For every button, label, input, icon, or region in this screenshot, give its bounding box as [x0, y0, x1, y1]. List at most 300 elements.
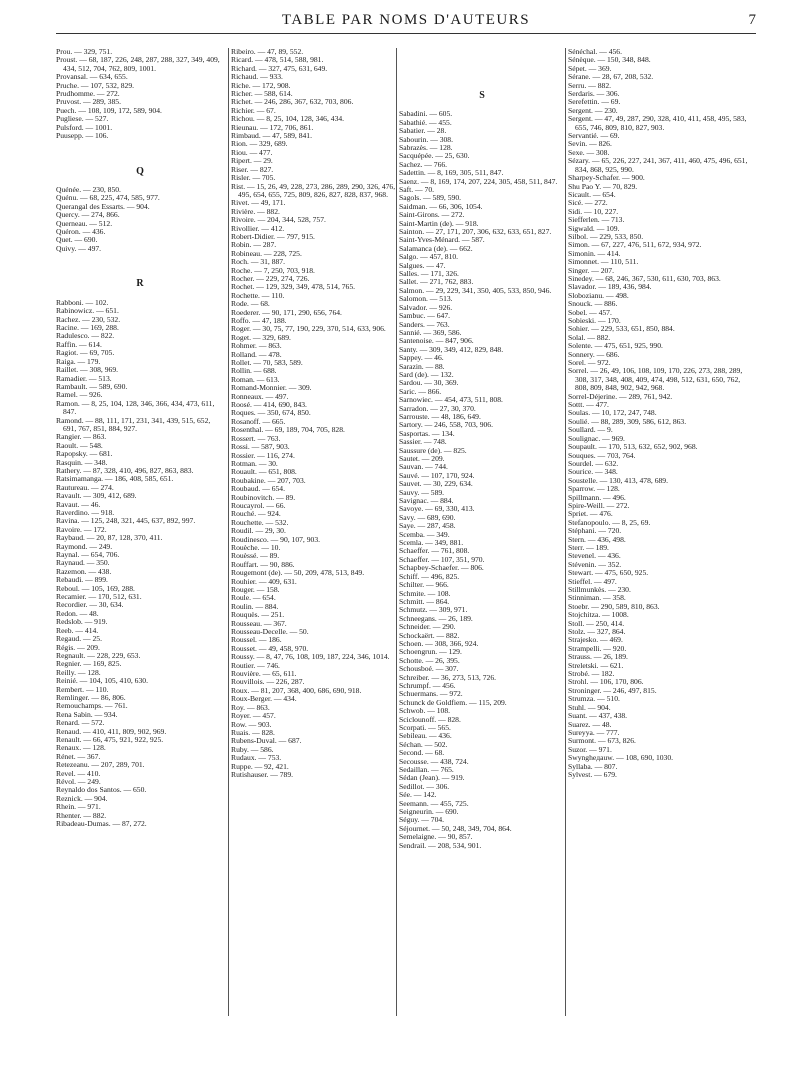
index-entry: Sauvé. — 107, 170, 924.: [399, 470, 475, 480]
index-entry: Schunck de Goldfiem. — 115, 209.: [399, 697, 507, 707]
index-entry: Sabourin. — 308.: [399, 134, 453, 144]
index-entry: Rivoire. — 204, 344, 528, 757.: [231, 215, 326, 225]
index-entry: Rouché. — 924.: [231, 509, 281, 519]
index-entry: Rossi. — 587, 903.: [231, 442, 290, 452]
index-entry: Stillmunkès. — 230.: [568, 585, 631, 594]
index-entry: Séjournet. — 50, 248, 349, 704, 864.: [399, 823, 512, 833]
index-entry: Sorrel-Déjerine. — 289, 761, 942.: [568, 391, 673, 401]
index-entry: Schmutz. — 309, 971.: [399, 605, 468, 615]
index-entry: Seigneurin. — 690.: [399, 807, 459, 817]
index-entry: Stévenin. — 352.: [568, 559, 622, 569]
index-entry: Sauvy. — 589.: [399, 487, 445, 497]
index-entry: Sappey. — 46.: [399, 353, 444, 363]
index-entry: Rohmer. — 863.: [231, 341, 282, 351]
index-entry: Reeb. — 414.: [56, 625, 99, 635]
index-entry: Streletski. — 621.: [568, 660, 624, 670]
index-entry: Querneau. — 512.: [56, 218, 113, 228]
index-entry: Sigwald. — 109.: [568, 223, 620, 233]
index-entry: Richier. — 67.: [231, 105, 276, 115]
index-entry: Sannié. — 369, 586.: [399, 327, 462, 337]
index-entry: Schaeffer. — 761, 808.: [399, 546, 470, 556]
index-entry: Pugliese. — 527.: [56, 114, 109, 124]
index-entry: Rivollier. — 412.: [231, 223, 285, 233]
index-entry: Slavador. — 189, 436, 984.: [568, 282, 652, 292]
index-entry: Rollet. — 70, 583, 589.: [231, 358, 303, 368]
index-entry: Ravina. — 125, 248, 321, 445, 637, 892, 997.: [56, 516, 196, 526]
index-entry: Sedillot. — 306.: [399, 781, 450, 791]
index-entry: Robineau. — 228, 725.: [231, 248, 302, 258]
index-entry: Stolz. — 327, 864.: [568, 627, 626, 637]
index-entry: Pulsford. — 1001.: [56, 122, 113, 132]
index-entry: Rudaux. — 753.: [231, 753, 282, 763]
index-entry: Rabinowicz. — 651.: [56, 306, 119, 316]
index-entry: Serdaris. — 306.: [568, 89, 620, 99]
index-entry: Roederer. — 90, 171, 290, 656, 764.: [231, 307, 342, 317]
index-entry: Serru. — 882.: [568, 80, 612, 90]
index-entry: Rocher. — 229, 274, 726.: [231, 273, 310, 283]
index-entry: Roget. — 329, 689.: [231, 332, 291, 342]
index-entry: Rouchette. — 532.: [231, 517, 289, 527]
index-entry: Royer. — 457.: [231, 711, 276, 721]
index-entry: Roger. — 30, 75, 77, 190, 229, 370, 514, 633, 906.: [231, 324, 386, 334]
index-entry: Raynal. — 654, 706.: [56, 550, 120, 560]
index-entry: Singer. — 207.: [568, 265, 614, 275]
index-entry: Riche. — 172, 908.: [231, 80, 291, 90]
index-entry: Saric. — 866.: [399, 386, 442, 396]
index-entry: Sassier. — 748.: [399, 437, 447, 447]
index-entry: Sobieski. — 170.: [568, 316, 621, 325]
index-entry: Rambault. — 589, 690.: [56, 381, 128, 391]
index-entry: Sacquépée. — 25, 630.: [399, 151, 470, 161]
index-entry: Schmitt. — 864.: [399, 596, 450, 606]
index-entry: Schousboé. — 307.: [399, 664, 459, 674]
index-entry: Sépet. — 369.: [568, 63, 612, 73]
index-entry: Saenz. — 8, 169, 174, 207, 224, 305, 458, 511, 847.: [399, 176, 558, 186]
index-entry: Sédan (Jean). — 919.: [399, 773, 465, 783]
index-entry: Rabboni. — 102.: [56, 297, 109, 307]
index-entry: Schneider. — 290.: [399, 622, 456, 632]
index-entry: Ribadeau-Dumas. — 87, 272.: [56, 819, 147, 829]
index-entry: Salomon. — 513.: [399, 294, 453, 304]
index-entry: Raiga. — 179.: [56, 356, 101, 366]
index-entry: Surmont. — 673, 826.: [568, 736, 636, 746]
index-entry: Solente. — 475, 651, 925, 990.: [568, 341, 663, 351]
index-entry: Sardou. — 30, 369.: [399, 378, 459, 388]
index-entry: Raillet. — 308, 969.: [56, 365, 119, 375]
spacer: [399, 56, 565, 64]
index-entry: Sartory. — 246, 558, 703, 906.: [399, 420, 494, 430]
index-entry: Rautureau. — 274.: [56, 482, 114, 492]
index-entry: Syllaba. — 807.: [568, 761, 618, 771]
index-entry: Quénée. — 230, 850.: [56, 185, 121, 195]
index-entry: Stefanopoulo. — 8, 25, 69.: [568, 517, 651, 527]
index-entry: Ramon. — 8, 25, 104, 128, 346, 366, 434, 473, 611, 847.: [56, 398, 215, 417]
index-column-1: [56, 48, 224, 828]
index-entry: Schotte. — 26, 395.: [399, 655, 460, 665]
index-entry: Sinedey. — 68, 246, 367, 530, 611, 630, 703, 863.: [568, 273, 721, 283]
index-entry: Ramadier. — 513.: [56, 373, 112, 383]
index-entry: Sidi. — 10, 227.: [568, 206, 619, 216]
index-entry: Roy. — 863.: [231, 702, 270, 712]
index-entry: Schoen. — 308, 366, 924.: [399, 638, 479, 648]
index-entry: Ruby. — 586.: [231, 744, 274, 754]
index-entry: Sourice. — 348.: [568, 467, 618, 477]
index-entry: Roche. — 7, 250, 703, 918.: [231, 265, 315, 275]
index-entry: Razemon. — 438.: [56, 566, 112, 576]
index-entry: Séchan. — 502.: [399, 739, 448, 749]
index-entry: Rouault. — 651, 808.: [231, 467, 297, 477]
index-entry: Retezeanu. — 207, 289, 701.: [56, 760, 145, 770]
index-column-4: [568, 48, 748, 779]
index-entry: Révol. — 249.: [56, 777, 101, 786]
index-entry: Sobel. — 457.: [568, 307, 612, 317]
index-entry: Riou. — 477.: [231, 147, 273, 157]
index-entry: Rubens-Duval. — 687.: [231, 736, 302, 746]
index-entry: Pruche. — 107, 532, 829.: [56, 80, 135, 90]
index-entry: Rougemont (de). — 50, 209, 478, 513, 849.: [231, 568, 365, 578]
index-entry: Sasportas. — 134.: [399, 428, 455, 438]
index-entry: Saft. — 70.: [399, 185, 435, 194]
index-entry: Redon. — 48.: [56, 608, 99, 618]
index-entry: Saussure (de). — 825.: [399, 445, 467, 455]
index-entry: Quet. — 690.: [56, 235, 98, 245]
index-entry: Savignac. — 884.: [399, 496, 454, 506]
index-entry: Rist. — 15, 26, 49, 228, 273, 286, 289, 290, 326, 476, 495, 654, 655, 725, 809, 826, 827, 828, 837, 968.: [231, 181, 396, 199]
column-separator: [228, 48, 229, 1016]
index-entry: Sureyya. — 777.: [568, 727, 620, 737]
index-entry: Slobozianu. — 498.: [568, 290, 629, 300]
index-entry: Rouffart. — 90, 886.: [231, 559, 295, 569]
index-entry: Raybaud. — 20, 87, 128, 370, 411.: [56, 533, 163, 543]
index-entry: Sonnery. — 686.: [568, 349, 620, 359]
index-entry: Sarazin. — 88.: [399, 361, 445, 371]
index-entry: Renaud. — 410, 411, 809, 902, 969.: [56, 726, 167, 736]
index-entry: Souques. — 703, 764.: [568, 450, 636, 460]
index-entry: Prou. — 329, 751.: [56, 47, 113, 56]
index-entry: Sorrel. — 26, 49, 106, 108, 109, 170, 226, 273, 288, 289, 308, 317, 348, 408, 409, 474, 498, 512, 631, 650, 762, 808, 809, 848, 902, 942, 968.: [568, 366, 743, 393]
index-entry: Quéron. — 436.: [56, 227, 106, 237]
index-entry: Renault. — 66, 475, 921, 922, 925.: [56, 734, 164, 744]
index-entry: Raverdino. — 918.: [56, 508, 115, 517]
spacer: [56, 140, 224, 148]
index-entry: Rouvière. — 65, 611.: [231, 669, 297, 679]
index-entry: Roffo. — 47, 188.: [231, 316, 287, 325]
index-entry: Roulin. — 884.: [231, 601, 279, 611]
index-entry: Swyngheдauw. — 108, 690, 1030.: [568, 753, 674, 763]
index-entry: Schneegans. — 26, 189.: [399, 613, 473, 623]
index-entry: Ravault. — 309, 412, 689.: [56, 491, 137, 501]
index-column-2: [231, 48, 399, 779]
index-entry: Sarrouste. — 48, 186, 649.: [399, 411, 481, 421]
column-separator: [565, 48, 566, 1016]
index-entry: Reboul. — 105, 169, 288.: [56, 583, 135, 593]
index-entry: Provansal. — 634, 655.: [56, 72, 128, 82]
index-entry: Sabathié. — 455.: [399, 117, 452, 127]
index-entry: Soulignac. — 969.: [568, 433, 625, 443]
index-entry: Régis. — 209.: [56, 642, 100, 652]
index-entry: Second. — 68.: [399, 748, 445, 758]
index-entry: Sadettin. — 8, 169, 305, 511, 847.: [399, 168, 504, 178]
index-entry: Reznick. — 904.: [56, 793, 108, 803]
index-entry: Simonin. — 414.: [568, 248, 621, 258]
index-entry: Ruais. — 828.: [231, 727, 275, 737]
index-entry: Schockaërt. — 882.: [399, 630, 460, 640]
spacer: [399, 65, 565, 73]
index-entry: Risler. — 705.: [231, 173, 276, 183]
index-entry: Solal. — 882.: [568, 332, 611, 342]
index-entry: Sarradon. — 27, 30, 370.: [399, 403, 476, 413]
index-entry: Ricard. — 478, 514, 588, 981.: [231, 55, 324, 65]
index-entry: Rouèssé. — 89.: [231, 551, 280, 561]
index-entry: Quercy. — 274, 866.: [56, 210, 120, 220]
index-entry: Redslob. — 919.: [56, 617, 108, 627]
index-entry: Stieffel. — 497.: [568, 576, 617, 586]
index-entry: Renaux. — 128.: [56, 743, 106, 753]
page-number: 7: [748, 12, 756, 28]
index-entry: Sambuc. — 647.: [399, 311, 451, 321]
index-entry: Sevin. — 826.: [568, 139, 612, 149]
index-entry: Rolland. — 478.: [231, 349, 282, 359]
index-entry: Sicé. — 272.: [568, 198, 608, 208]
index-entry: Rathery. — 87, 328, 410, 496, 827, 863, 883.: [56, 465, 194, 475]
index-entry: Sebileau. — 436.: [399, 731, 452, 741]
index-entry: Roubinovitch. — 89.: [231, 492, 296, 502]
spacer: [56, 253, 224, 261]
index-entry: Séguy. — 704.: [399, 815, 445, 825]
index-entry: Savoye. — 69, 330, 413.: [399, 504, 475, 514]
index-entry: Ravoire. — 172.: [56, 524, 107, 534]
header-rule: [56, 33, 756, 34]
index-entry: Querangal des Essarts. — 904.: [56, 201, 150, 211]
index-entry: Rena Sabin. — 934.: [56, 709, 118, 719]
spacer: [399, 48, 565, 56]
index-entry: Saint-Yves-Ménard. — 587.: [399, 235, 485, 245]
index-entry: Rouger. — 158.: [231, 585, 280, 594]
index-entry: Soullard. — 9.: [568, 425, 613, 435]
index-entry: Schiff. — 496, 825.: [399, 571, 460, 581]
index-entry: Rotman. — 30.: [231, 458, 278, 468]
index-entry: Rochet. — 129, 329, 349, 478, 514, 765.: [231, 282, 356, 292]
index-entry: Remouchamps. — 761.: [56, 701, 128, 711]
index-entry: Rion. — 329, 689.: [231, 139, 288, 149]
index-entry: Reilly. — 128.: [56, 667, 101, 677]
index-entry: Sard (de). — 132.: [399, 369, 454, 379]
index-entry: Renard. — 572.: [56, 718, 105, 728]
index-entry: Roule. — 654.: [231, 593, 276, 603]
index-entry: Sourdel. — 632.: [568, 458, 619, 468]
index-entry: Salmon. — 29, 229, 341, 350, 405, 533, 850, 946.: [399, 285, 552, 295]
index-entry: Roudinesco. — 90, 107, 903.: [231, 534, 321, 544]
index-entry: Rossert. — 763.: [231, 433, 281, 443]
index-entry: Strampelli. — 920.: [568, 643, 627, 653]
index-entry: Routier. — 746.: [231, 660, 280, 670]
index-entry: Sergent. — 230.: [568, 105, 618, 115]
index-entry: Schuermans. — 972.: [399, 689, 463, 699]
index-entry: Roudil. — 29, 30.: [231, 526, 286, 536]
spacer: [56, 262, 224, 270]
index-entry: Roussy. — 8, 47, 76, 108, 109, 187, 224, 346, 1014.: [231, 652, 390, 662]
index-entry: Sautet. — 209.: [399, 454, 445, 463]
index-entry: Ramel. — 926.: [56, 390, 103, 400]
index-entry: Sainton. — 27, 171, 207, 306, 632, 633, 651, 827.: [399, 227, 552, 237]
index-entry: Roubakine. — 207, 703.: [231, 475, 306, 485]
index-entry: Roubaud. — 654.: [231, 484, 285, 494]
index-entry: Rieunau. — 172, 706, 861.: [231, 122, 314, 132]
index-entry: Rebaudi. — 899.: [56, 575, 108, 585]
index-entry: Rode. — 68.: [231, 299, 270, 309]
spacer: [399, 73, 565, 81]
index-entry: Scemba. — 349.: [399, 529, 450, 539]
index-entry: Reynaldo dos Santos. — 650.: [56, 785, 147, 795]
index-entry: Schmite. — 108.: [399, 588, 451, 598]
index-entry: Sézary. — 65, 226, 227, 241, 367, 411, 460, 475, 496, 651, 834, 868, 925, 990.: [568, 156, 748, 174]
index-entry: Sanders. — 763.: [399, 319, 450, 329]
index-entry: Sérane. — 28, 67, 208, 532.: [568, 72, 654, 82]
index-entry: Sicault. — 654.: [568, 189, 616, 199]
index-entry: Simonnet. — 110, 511.: [568, 257, 639, 267]
index-entry: Sylvest. — 679.: [568, 769, 617, 779]
index-entry: Stern. — 436, 498.: [568, 534, 626, 544]
index-entry: Santy. — 309, 349, 412, 829, 848.: [399, 344, 504, 354]
index-entry: Sciclounoff. — 828.: [399, 714, 461, 724]
index-entry: Recordier. — 30, 634.: [56, 600, 124, 610]
index-entry: Rochette. — 110.: [231, 290, 285, 300]
section-letter: R: [136, 278, 144, 290]
index-entry: Sauvan. — 744.: [399, 462, 448, 472]
index-entry: Regnier. — 169, 825.: [56, 659, 122, 669]
index-entry: Rossier. — 116, 274.: [231, 450, 295, 460]
index-entry: Snouck. — 886.: [568, 299, 618, 309]
index-entry: Sottt. — 477.: [568, 400, 609, 410]
index-entry: Ribeiro. — 47, 89, 552.: [231, 47, 304, 56]
index-entry: Sergent. — 47, 49, 287, 290, 328, 410, 411, 458, 495, 583, 655, 746, 809, 810, 827, 903.: [568, 114, 747, 132]
index-entry: Schrumpf. — 456.: [399, 680, 456, 690]
index-entry: Raymond. — 249.: [56, 541, 113, 551]
section-letter: Q: [136, 165, 144, 177]
index-entry: Stuhl. — 904.: [568, 702, 611, 712]
index-entry: Sabatier. — 28.: [399, 126, 447, 136]
index-entry: Soulas. — 10, 172, 247, 748.: [568, 408, 657, 418]
index-entry: Simon. — 67, 227, 476, 511, 672, 934, 972.: [568, 240, 702, 250]
index-entry: Rollin. — 688.: [231, 366, 277, 376]
index-entry: Suant. — 437, 438.: [568, 711, 628, 721]
index-entry: Ruppe. — 92, 421.: [231, 761, 289, 771]
index-entry: Rapopsky. — 681.: [56, 449, 113, 459]
index-entry: Ratsimamanga. — 186, 408, 585, 651.: [56, 474, 174, 484]
index-entry: Richou. — 8, 25, 104, 128, 346, 434.: [231, 114, 345, 124]
index-entry: Stéphani. — 720.: [568, 526, 622, 536]
spacer: [56, 270, 224, 278]
index-entry: Puech. — 108, 109, 172, 589, 904.: [56, 105, 162, 115]
index-entry: Rosenthal. — 69, 189, 704, 705, 828.: [231, 425, 345, 435]
index-entry: Rasquin. — 348.: [56, 457, 108, 467]
index-entry: Siefferlen. — 713.: [568, 215, 625, 225]
index-entry: Strauss. — 26, 189.: [568, 652, 628, 662]
index-entry: Rimbaud. — 47, 589, 841.: [231, 131, 312, 141]
index-entry: Rutishauser. — 789.: [231, 769, 294, 779]
index-entry: Rousseau. — 367.: [231, 618, 287, 628]
index-entry: Roch. — 31, 887.: [231, 257, 285, 267]
index-entry: Riser. — 827.: [231, 164, 274, 174]
index-entry: Rosanoff. — 665.: [231, 416, 286, 426]
index-entry: Remlinger. — 86, 806.: [56, 692, 126, 702]
index-entry: Strobé. — 182.: [568, 669, 615, 679]
index-entry: Rembert. — 110.: [56, 684, 109, 694]
index-entry: Ramond. — 88, 111, 171, 231, 341, 439, 515, 652, 691, 767, 851, 884, 927.: [56, 415, 211, 433]
index-entry: Pruvost. — 289, 385.: [56, 97, 121, 107]
index-entry: Regaud. — 25.: [56, 634, 102, 644]
index-entry: Romand-Monnier. — 309.: [231, 383, 312, 393]
index-entry: Sallet. — 271, 762, 883.: [399, 277, 474, 287]
index-entry: Sendrail. — 208, 534, 901.: [399, 840, 482, 850]
section-letter: S: [479, 89, 485, 101]
spacer: [56, 149, 224, 157]
index-entry: Roucayrol. — 66.: [231, 500, 286, 510]
index-entry: Sabadini. — 605.: [399, 109, 453, 119]
index-entry: Schaeffer. — 107, 351, 970.: [399, 554, 485, 564]
index-entry: Strumza. — 510.: [568, 694, 620, 704]
index-entry: Quénu. — 68, 225, 474, 585, 977.: [56, 193, 160, 203]
index-entry: Spire-Weill. — 272.: [568, 500, 630, 510]
index-entry: Schreiber. — 36, 273, 513, 726.: [399, 672, 497, 682]
index-entry: Ravaut. — 46.: [56, 499, 101, 509]
spacer: [399, 82, 565, 90]
index-entry: Sterr. — 189.: [568, 542, 609, 552]
index-entry: Sarnowiec. — 454, 473, 511, 808.: [399, 395, 503, 405]
index-entry: Roux. — 81, 207, 368, 400, 686, 690, 918.: [231, 685, 362, 695]
index-entry: Rouhier. — 409, 631.: [231, 576, 297, 586]
index-entry: Rousset. — 49, 458, 970.: [231, 643, 309, 653]
index-entry: Sohier. — 229, 533, 651, 850, 884.: [568, 324, 675, 334]
index-entry: Strohl. — 106, 170, 806.: [568, 677, 644, 687]
index-entry: Sedaillan. — 765.: [399, 765, 454, 775]
index-entry: Racine. — 169, 288.: [56, 323, 119, 333]
index-entry: Roussel. — 186.: [231, 635, 282, 645]
index-entry: Rhein. — 971.: [56, 802, 101, 812]
index-entry: Roosé. — 414, 690, 843.: [231, 400, 307, 410]
index-entry: Reinié. — 104, 105, 410, 630.: [56, 676, 148, 686]
index-entry: Soupault. — 170, 513, 632, 652, 902, 968.: [568, 442, 698, 452]
index-entry: Richard. — 327, 475, 631, 649.: [231, 63, 328, 73]
index-entry: Richer. — 588, 614.: [231, 89, 293, 99]
index-entry: Salgo. — 457, 810.: [399, 252, 459, 262]
index-entry: Strajesko. — 469.: [568, 635, 623, 645]
index-entry: Rangier. — 863.: [56, 432, 107, 442]
index-entry: Sachez. — 766.: [399, 159, 448, 169]
index-entry: Suzor. — 971.: [568, 744, 612, 754]
index-entry: Quivy. — 497.: [56, 243, 102, 253]
index-entry: Rouquès. — 251.: [231, 610, 285, 620]
index-entry: Sharpey-Schafer. — 900.: [568, 173, 645, 183]
index-entry: Savy. — 689, 690.: [399, 512, 456, 522]
index-entry: Stewart. — 475, 650, 925.: [568, 568, 649, 578]
index-entry: Stinniman. — 358.: [568, 593, 626, 603]
index-entry: Radulesco. — 822.: [56, 331, 115, 341]
index-entry: Salgues. — 47.: [399, 260, 446, 270]
index-entry: Suarez. — 48.: [568, 719, 612, 729]
index-entry: Saidman. — 66, 306, 1054.: [399, 201, 483, 211]
spacer: [56, 157, 224, 165]
index-entry: Raffin. — 614.: [56, 339, 102, 349]
index-entry: Secousse. — 438, 724.: [399, 756, 469, 766]
index-entry: Stojchitza. — 1008.: [568, 610, 629, 620]
index-entry: Spillmann. — 496.: [568, 492, 626, 502]
index-entry: Schapbey-Schaefer. — 806.: [399, 563, 484, 573]
index-entry: Soulié. — 88, 289, 309, 586, 612, 863.: [568, 416, 687, 426]
index-entry: Rouèche. — 10.: [231, 542, 281, 552]
index-entry: Roux-Berger. — 434.: [231, 694, 297, 704]
index-entry: Soustelle. — 130, 413, 478, 689.: [568, 475, 668, 485]
